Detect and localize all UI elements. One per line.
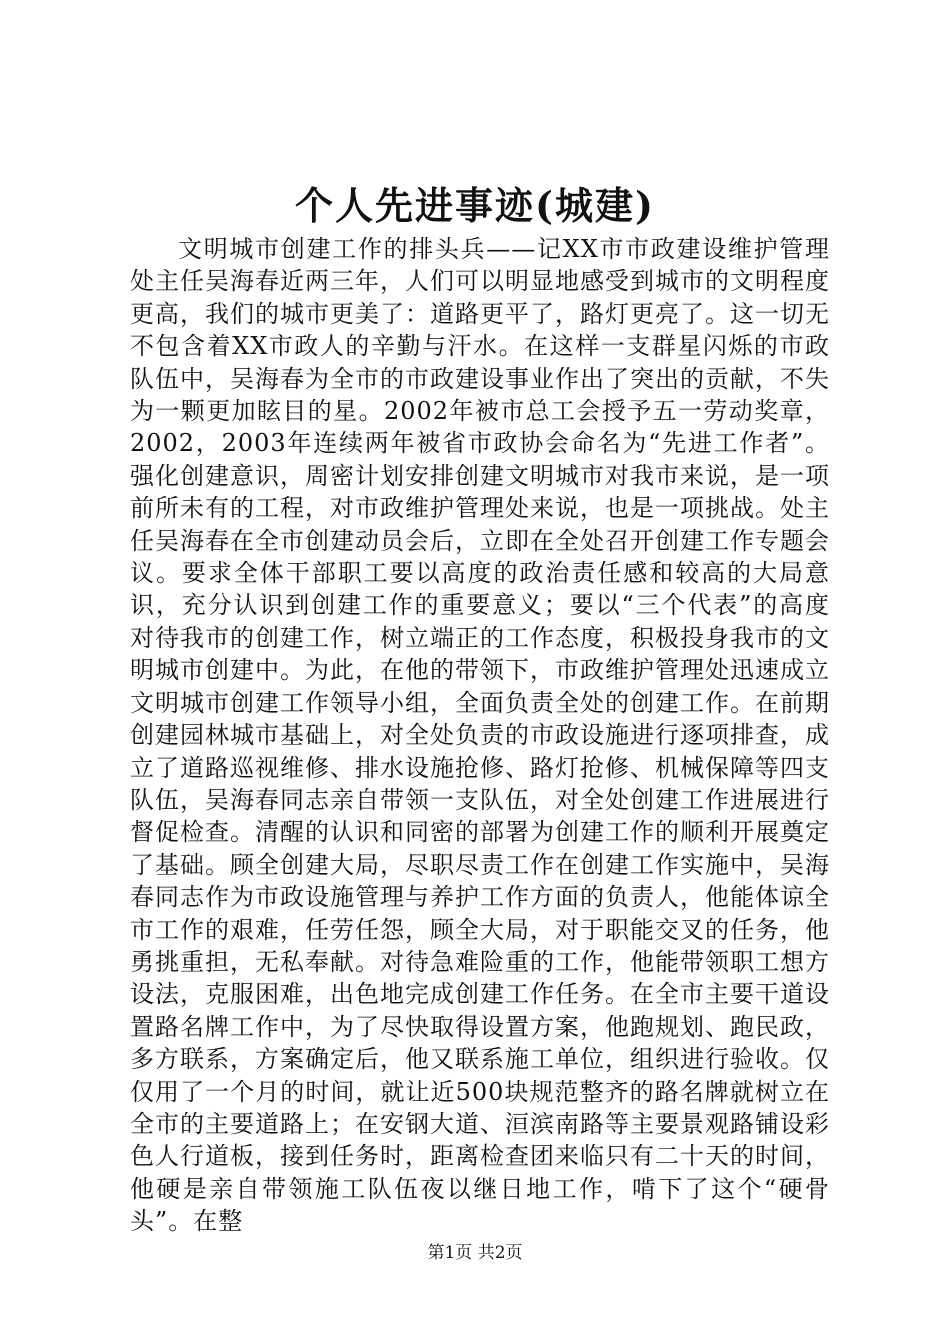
page-title: 个人先进事迹(城建): [295, 183, 655, 228]
body-paragraph: 文明城市创建工作的排头兵——记XX市市政建设维护管理处主任吴海春近两三年，人们可以明显地感受到城市的文明程度更高，我们的城市更美了：道路更平了，路灯更亮了。这一切无不包含着XX市政人的辛勤与汗水。在这样一支群星闪烁的市政队伍中，吴海春为全市的市政建设事业作出了突出的贡献，不失为一颗更加眩目的星。2002年被市总工会授予五一劳动奖章，2002，2003年连续两年被省市政协会命名为“先进工作者”。强化创建意识，周密计划安排创建文明城市对我市来说，是一项前所未有的工程，对市政维护管理处来说，也是一项挑战。处主任吴海春在全市创建动员会后，立即在全处召开创建工作专题会议。要求全体干部职工要以高度的政治责任感和较高的大局意识，充分认识到创建工作的重要意义；要以“三个代表”的高度对待我市的创建工作，树立端正的工作态度，积极投身我市的文明城市创建中。为此，在他的带领下，市政维护管理处迅速成立文明城市创建工作领导小组，全面负责全处的创建工作。在前期创建园林城市基础上，对全处负责的市政设施进行逐项排查，成立了道路巡视维修、排水设施抢修、路灯抢修、机械保障等四支队伍，吴海春同志亲自带领一支队伍，对全处创建工作进展进行督促检查。清醒的认识和同密的部署为创建工作的顺利开展奠定了基础。顾全创建大局，尽职尽责工作在创建工作实施中，吴海春同志作为市政设施管理与养护工作方面的负责人，他能体谅全市工作的艰难，任劳任怨，顾全大局，对于职能交叉的任务，他勇挑重担，无私奉献。对待急难险重的工作，他能带领职工想方设法，克服困难，出色地完成创建工作任务。在全市主要干道设置路名牌工作中，为了尽快取得设置方案，他跑规划、跑民政，多方联系，方案确定后，他又联系施工单位，组织进行验收。仅仅用了一个月的时间，就让近500块规范整齐的路名牌就树立在全市的主要道路上；在安钢大道、洹滨南路等主要景观路铺设彩色人行道板，接到任务时，距离检查团来临只有二十天的时间，他硬是亲自带领施工队伍夜以继日地工作，啃下了这个“硬骨头”。在整: [130, 235, 830, 1236]
page-footer: 第1页 共2页: [427, 1243, 523, 1263]
